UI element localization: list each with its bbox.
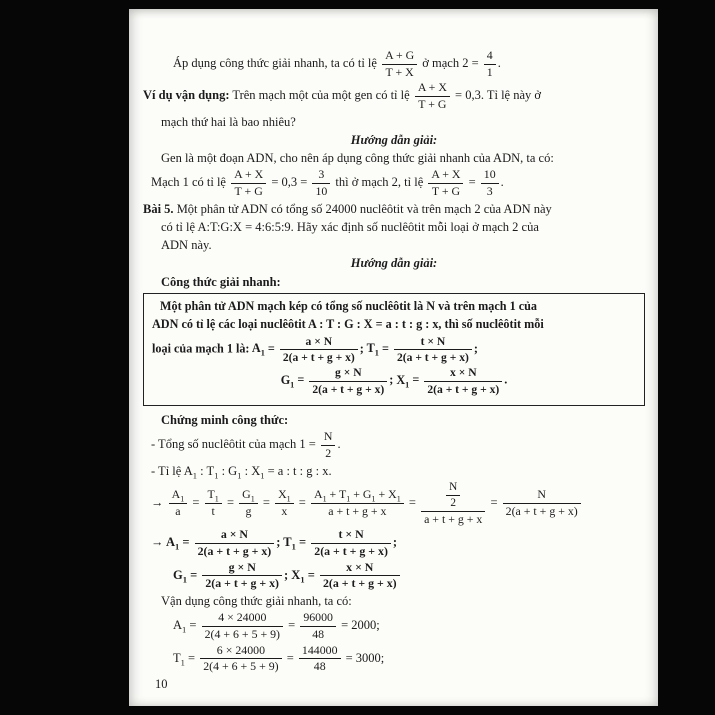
text-run: Trên mạch một của một gen có tỉ lệ xyxy=(229,88,413,103)
text-run: 2(a + t + g + x) xyxy=(505,504,578,519)
text-run: có tỉ lệ A:T:G:X = 4:6:5:9. Hãy xác định số nuclêôtit mỗi loại ở mạch 2 của xyxy=(161,219,539,234)
variable: $G_1$ xyxy=(362,487,376,504)
text-line xyxy=(151,168,645,198)
book-page xyxy=(129,9,658,706)
text-line xyxy=(152,317,636,333)
text-run: 4 xyxy=(486,48,493,62)
text-run: = xyxy=(223,495,238,510)
text-run: → xyxy=(151,495,167,510)
text-run: a + t + g + x xyxy=(328,504,387,519)
text-run: = xyxy=(264,341,278,356)
text-run: 2(a + t + g + x) xyxy=(205,576,279,591)
fraction xyxy=(193,528,277,558)
fraction xyxy=(307,366,389,396)
variable: $G_1$ xyxy=(228,463,242,481)
text-line xyxy=(160,299,636,315)
text-run: = 2000; xyxy=(337,618,380,633)
variable: $A_1$ xyxy=(251,341,265,358)
page-number: 10 xyxy=(155,677,168,691)
text-run: x × N xyxy=(346,559,374,574)
text-line xyxy=(161,412,645,428)
text-run: x × N xyxy=(450,366,477,380)
fraction xyxy=(200,561,284,591)
fraction xyxy=(318,561,402,591)
text-run: = xyxy=(184,650,199,665)
text-run: Hướng dẫn giải: xyxy=(350,256,438,271)
text-line xyxy=(152,366,636,396)
text-run: = xyxy=(304,567,318,582)
text-run: 2(4 + 6 + 5 + 9) xyxy=(204,626,280,641)
text-run: Gen là một đoạn ADN, cho nên áp dụng công thức giải nhanh của ADN, ta có: xyxy=(161,151,554,166)
fraction xyxy=(413,81,452,111)
variable: $T_1$ xyxy=(173,650,185,668)
fraction xyxy=(426,168,465,198)
text-run: + xyxy=(375,487,389,502)
text-line xyxy=(151,528,645,558)
text-line xyxy=(161,114,645,130)
text-run: 2(a + t + g + x) xyxy=(197,544,272,559)
fraction xyxy=(309,528,393,558)
text-line xyxy=(151,481,645,527)
text-run: = 0,3. Tỉ lệ này ở xyxy=(451,88,542,103)
text-run: t × N xyxy=(420,334,446,348)
text-block xyxy=(143,49,645,290)
variable: $A_1$ xyxy=(173,618,187,635)
text-run: A + X xyxy=(431,167,461,182)
text-line xyxy=(161,219,645,235)
fraction xyxy=(392,335,474,365)
text-run: = xyxy=(465,175,479,190)
variable: $G_1$ xyxy=(280,372,295,390)
text-line xyxy=(161,237,645,253)
text-run: Ví dụ vận dụng: xyxy=(143,88,230,103)
text-run: T + X xyxy=(385,64,414,79)
variable: $T_1$ xyxy=(283,535,296,552)
variable: $T_1$ xyxy=(206,463,219,481)
text-run: 2(a + t + g + x) xyxy=(314,544,388,559)
text-run: ; xyxy=(284,567,292,582)
text-run: ở mạch 2 = xyxy=(419,56,482,71)
text-run: 48 xyxy=(312,626,325,641)
fraction xyxy=(422,366,504,396)
text-line xyxy=(143,132,645,148)
text-run: . xyxy=(500,175,504,190)
text-line xyxy=(173,644,645,674)
text-block xyxy=(143,412,645,674)
text-run: loại của mạch 1 là: xyxy=(152,341,252,356)
text-run: = xyxy=(378,341,392,356)
variable: $A_1$ xyxy=(313,487,327,504)
text-run: = xyxy=(487,495,501,510)
text-run: : xyxy=(197,463,207,478)
text-line xyxy=(143,201,645,217)
text-run: 6 × 24000 xyxy=(216,642,265,657)
text-run: t xyxy=(211,504,215,519)
text-run: 2 xyxy=(325,445,332,460)
variable: $G_1$ xyxy=(242,487,255,504)
text-run: T + G xyxy=(234,184,263,199)
fraction xyxy=(501,488,583,518)
fraction xyxy=(297,644,343,674)
text-run: g × N xyxy=(335,366,362,380)
formula-box xyxy=(143,293,645,406)
variable: $A_1$ xyxy=(183,463,198,481)
text-run: : xyxy=(241,463,252,478)
text-run: 2(a + t + g + x) xyxy=(282,350,355,364)
text-run: = a : t : g : x. xyxy=(264,463,332,478)
text-run: a × N xyxy=(305,334,333,348)
text-run: Bài 5. xyxy=(143,201,174,216)
text-line xyxy=(143,255,645,271)
text-run: Áp dụng công thức giải nhanh, ta có tỉ lệ xyxy=(173,56,381,71)
text-run: 2(a + t + g + x) xyxy=(427,382,500,396)
text-run: N xyxy=(537,487,546,502)
text-run: : xyxy=(218,463,229,478)
fraction xyxy=(237,488,260,518)
text-run: a + t + g + x xyxy=(424,511,483,526)
text-run: 1 xyxy=(486,64,493,79)
text-run: = xyxy=(405,495,420,510)
fraction xyxy=(380,49,419,79)
variable: $X_1$ xyxy=(388,487,401,504)
fraction xyxy=(273,488,296,518)
text-line xyxy=(151,463,645,479)
text-run: Hướng dẫn giải: xyxy=(350,132,438,147)
text-run: = xyxy=(409,372,423,387)
text-run: 2(a + t + g + x) xyxy=(312,382,385,396)
text-run: ; xyxy=(359,341,367,356)
text-run: + xyxy=(326,487,339,502)
text-run: 2(a + t + g + x) xyxy=(396,350,469,364)
text-run: = xyxy=(259,495,274,510)
text-run: = 0,3 = xyxy=(268,175,311,190)
page-content xyxy=(129,9,658,674)
text-run: ; xyxy=(389,372,397,387)
fraction xyxy=(203,488,224,518)
text-run: g × N xyxy=(228,559,256,574)
text-run: Vận dụng công thức giải nhanh, ta có: xyxy=(161,594,352,608)
fraction xyxy=(309,488,406,518)
text-run: 3 xyxy=(486,184,493,199)
text-line xyxy=(161,150,645,166)
text-line xyxy=(161,274,645,290)
text-run: 2(a + t + g + x) xyxy=(322,576,397,591)
text-run: = xyxy=(186,618,200,633)
fraction xyxy=(319,429,341,460)
text-run: x xyxy=(281,504,288,519)
text-run: 4 × 24000 xyxy=(218,610,267,625)
text-run: g xyxy=(245,504,252,519)
variable: $X_1$ xyxy=(396,372,410,390)
text-run: a xyxy=(175,504,181,519)
text-run: N xyxy=(323,429,333,444)
text-run: = xyxy=(189,495,203,510)
text-run: Chứng minh công thức: xyxy=(161,412,289,427)
text-run: t × N xyxy=(338,527,364,542)
text-run: = 3000; xyxy=(342,650,385,665)
text-run: ADN này. xyxy=(161,238,212,253)
variable: $X_1$ xyxy=(278,487,291,504)
text-run: T + G xyxy=(418,96,447,111)
text-run: ADN có tỉ lệ các loại nuclêôtit A : T : G : X = a : t : g : x, thì số nuclêôtit mỗi xyxy=(152,316,544,331)
fraction xyxy=(444,481,462,510)
text-run: Công thức giải nhanh: xyxy=(161,274,281,289)
text-run: N xyxy=(449,480,458,493)
text-run: ; xyxy=(473,341,478,356)
text-run: ; xyxy=(276,535,284,550)
text-run: A + X xyxy=(417,80,447,95)
text-run: 10 xyxy=(315,184,328,199)
text-run: thì ở mạch 2, tỉ lệ xyxy=(332,175,427,190)
text-run: T + G xyxy=(431,184,461,199)
text-run: . xyxy=(504,372,508,387)
text-run: = xyxy=(186,567,201,582)
variable: $T_1$ xyxy=(339,487,351,504)
text-run: - Tỉ lệ xyxy=(151,463,184,478)
fraction xyxy=(298,611,338,641)
fraction xyxy=(310,168,332,198)
variable: $A_1$ xyxy=(165,535,180,552)
text-run: 3 xyxy=(318,167,325,182)
text-run: = xyxy=(179,535,193,550)
text-run: = xyxy=(294,372,308,387)
text-run: Mạch 1 có tỉ lệ xyxy=(151,175,230,190)
text-run: - Tổng số nuclêôtit của mạch 1 = xyxy=(151,437,319,452)
text-run: 2 xyxy=(450,496,457,509)
fraction xyxy=(479,168,501,198)
text-run: A + G xyxy=(385,48,415,62)
text-run: ; xyxy=(392,535,398,550)
text-run: + xyxy=(350,487,363,502)
fraction xyxy=(229,168,268,198)
text-run: → xyxy=(151,535,166,550)
text-line xyxy=(151,430,645,460)
fraction xyxy=(167,488,190,518)
fraction xyxy=(278,335,360,365)
fraction xyxy=(482,49,498,79)
text-run: . xyxy=(337,437,341,452)
text-run: = xyxy=(295,535,310,550)
text-run: 10 xyxy=(483,167,496,182)
text-line xyxy=(173,561,645,591)
text-run: A + X xyxy=(234,167,264,182)
fraction xyxy=(198,644,283,674)
text-run: = xyxy=(285,618,299,633)
variable: $G_1$ xyxy=(173,567,187,585)
text-run: = xyxy=(295,495,309,510)
text-line xyxy=(173,49,645,79)
variable: $X_1$ xyxy=(291,567,305,585)
text-line xyxy=(143,81,645,111)
variable: $T_1$ xyxy=(366,341,379,358)
variable: $T_1$ xyxy=(207,487,219,504)
text-run: Một phân tử ADN có tổng số 24000 nuclêôtit và trên mạch 2 của ADN này xyxy=(173,201,552,216)
text-run: 96000 xyxy=(303,610,333,625)
fraction xyxy=(419,481,487,527)
variable: $X_1$ xyxy=(251,463,265,481)
text-run: 144000 xyxy=(301,642,338,657)
text-run: Một phân tử ADN mạch kép có tổng số nuclêôtit là N và trên mạch 1 của xyxy=(160,298,537,313)
text-line xyxy=(173,611,645,641)
text-run: mạch thứ hai là bao nhiêu? xyxy=(161,114,296,129)
text-line xyxy=(152,335,636,365)
text-line xyxy=(161,593,645,609)
text-run: 48 xyxy=(313,659,326,674)
text-run: = xyxy=(283,650,297,665)
text-run: a × N xyxy=(220,527,248,542)
text-run: . xyxy=(497,56,501,71)
fraction xyxy=(200,611,285,641)
text-run: 2(4 + 6 + 5 + 9) xyxy=(203,659,279,674)
variable: $A_1$ xyxy=(171,487,185,504)
